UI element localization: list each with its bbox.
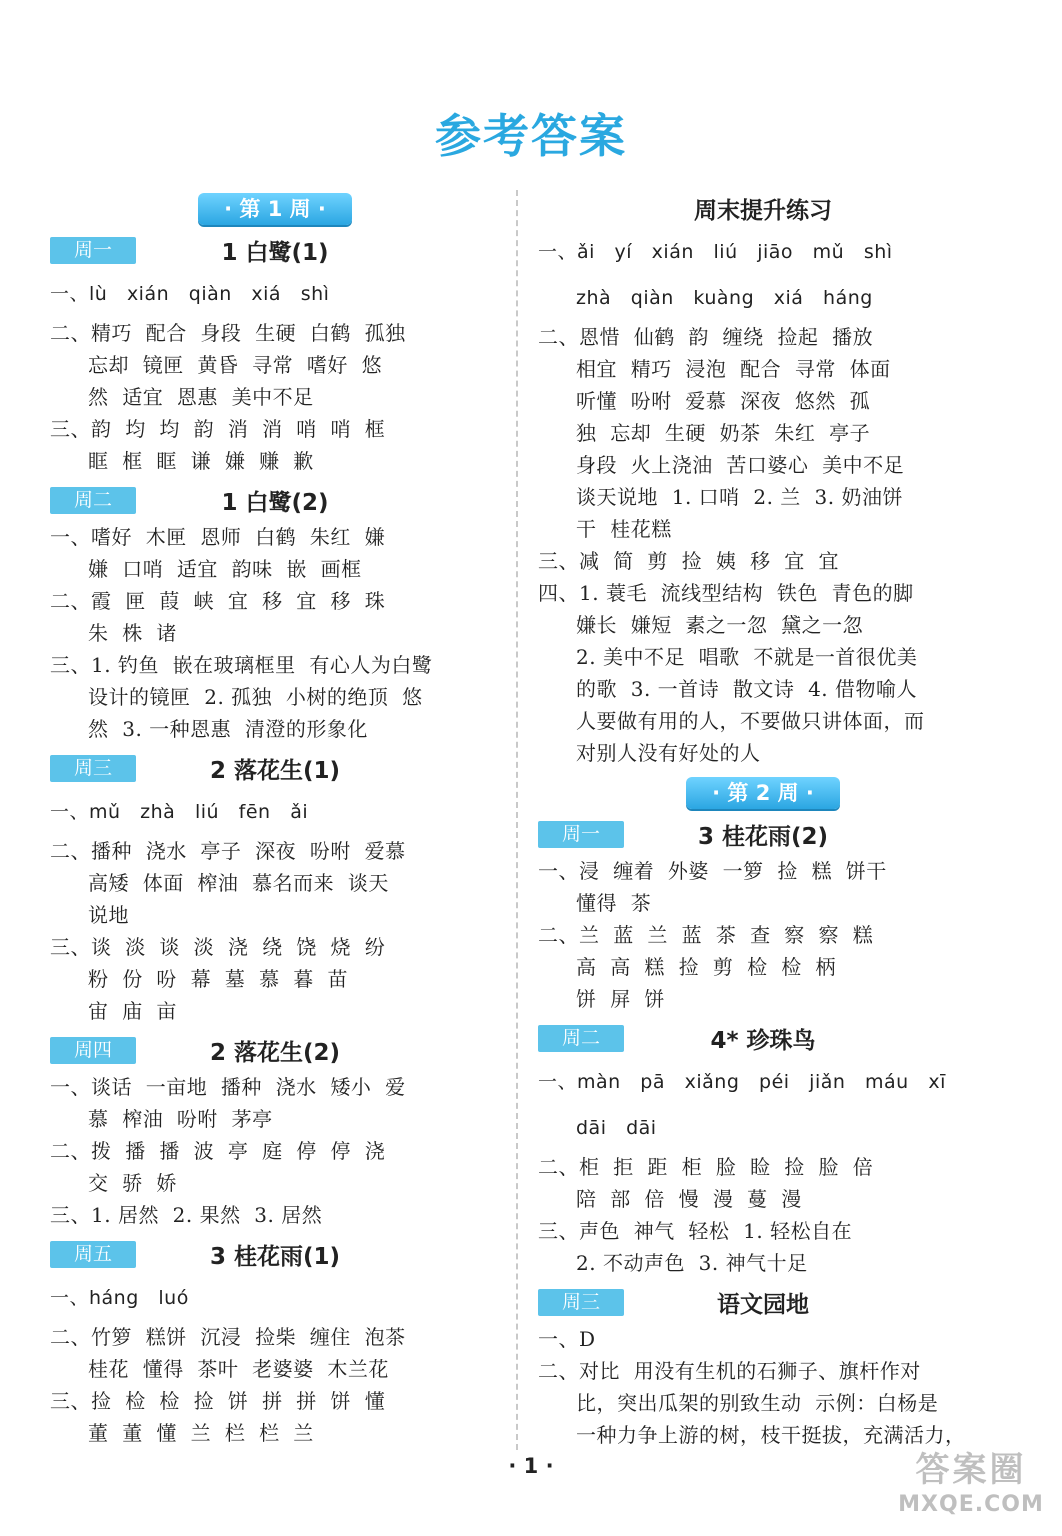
answer-line: 三、韵 均 均 韵 消 消 哨 哨 框 bbox=[50, 417, 386, 441]
answer-line: 眶 框 眶 谦 嫌 赚 歉 bbox=[88, 449, 314, 473]
answer-line: 二、恩惜 仙鹤 韵 缠绕 捡起 播放 bbox=[538, 325, 874, 349]
section-title: 3 桂花雨(1) bbox=[209, 1244, 341, 1270]
answer-line: 听懂 吩咐 爱慕 深夜 悠然 孤 bbox=[576, 389, 871, 413]
answer-line: 干 桂花糕 bbox=[576, 517, 672, 541]
pinyin-answer-line: 一、ǎi yí xián liú jiāo mǔ shì bbox=[538, 241, 893, 263]
answer-line: 相宜 精巧 浸泡 配合 寻常 体面 bbox=[576, 357, 891, 381]
day-tag: 周三 bbox=[538, 1289, 624, 1316]
answer-line: 陪 部 倍 慢 漫 蔓 漫 bbox=[576, 1187, 802, 1211]
page-title: 参考答案 bbox=[435, 109, 627, 163]
left-column bbox=[50, 185, 500, 1449]
answer-line: 慕 榨油 吩咐 茅亭 bbox=[88, 1107, 273, 1131]
day-section bbox=[50, 481, 500, 745]
right-column bbox=[538, 185, 988, 1451]
answer-line: 忘却 镜匣 黄昏 寻常 嗜好 悠 bbox=[88, 353, 383, 377]
answer-line: 对别人没有好处的人 bbox=[576, 741, 761, 765]
day-tag: 周一 bbox=[50, 237, 136, 264]
answer-line: 二、竹箩 糕饼 沉浸 捡柴 缠住 泡茶 bbox=[50, 1325, 406, 1349]
answer-line: 懂得 茶 bbox=[576, 891, 652, 915]
answer-line: 董 董 懂 兰 栏 栏 兰 bbox=[88, 1421, 314, 1445]
section-title: 3 桂花雨(2) bbox=[697, 824, 829, 850]
section-head bbox=[50, 481, 500, 521]
section-head bbox=[50, 1031, 500, 1071]
pinyin-answer-line: dāi dāi bbox=[576, 1117, 657, 1139]
pinyin-answer-line: 一、màn pā xiǎng péi jiǎn máu xī bbox=[538, 1071, 946, 1093]
answer-line: 饼 屏 饼 bbox=[576, 987, 665, 1011]
watermark-logo bbox=[896, 1448, 1046, 1528]
section-head bbox=[538, 1019, 988, 1059]
watermark-domain: MXQE.COM bbox=[898, 1492, 1044, 1517]
answer-line: 2. 不动声色 3. 神气十足 bbox=[576, 1251, 808, 1275]
answer-line: 朱 株 诸 bbox=[88, 621, 177, 645]
day-section bbox=[538, 1019, 988, 1279]
answer-line: 三、1. 钓鱼 嵌在玻璃框里 有心人为白鹭 bbox=[50, 653, 433, 677]
section-title: 2 落花生(2) bbox=[209, 1040, 341, 1066]
answer-line: 身段 火上浇油 苦口婆心 美中不足 bbox=[576, 453, 905, 477]
answer-line: 一、嗜好 木匣 恩师 白鹤 朱红 嫌 bbox=[50, 525, 386, 549]
section-head bbox=[538, 815, 988, 855]
answer-line: 谈天说地 1. 口哨 2. 兰 3. 奶油饼 bbox=[576, 485, 903, 509]
answer-line: 然 3. 一种恩惠 清澄的形象化 bbox=[88, 717, 368, 741]
answer-line: 2. 美中不足 唱歌 不就是一首很优美 bbox=[576, 645, 918, 669]
weekend-section-head bbox=[538, 189, 988, 229]
answer-line: 设计的镜匣 2. 孤独 小树的绝顶 悠 bbox=[88, 685, 423, 709]
day-section bbox=[50, 749, 500, 1027]
answer-line: 三、捡 检 检 捡 饼 拼 拼 饼 懂 bbox=[50, 1389, 386, 1413]
section-body bbox=[50, 1275, 500, 1449]
day-tag: 周三 bbox=[50, 755, 136, 782]
pinyin-answer-line: zhà qiàn kuàng xiá háng bbox=[576, 287, 873, 309]
answer-line: 二、播种 浇水 亭子 深夜 吩咐 爱慕 bbox=[50, 839, 406, 863]
week-badge: · 第 2 周 · bbox=[686, 777, 840, 809]
day-tag: 周二 bbox=[50, 487, 136, 514]
section-title: 2 落花生(1) bbox=[209, 758, 341, 784]
section-head bbox=[50, 231, 500, 271]
answer-line: 宙 庙 亩 bbox=[88, 999, 177, 1023]
section-body bbox=[50, 271, 500, 477]
section-head bbox=[538, 1283, 988, 1323]
section-title: 语文园地 bbox=[717, 1292, 809, 1318]
section-title: 周末提升练习 bbox=[694, 198, 832, 224]
answer-line: 独 忘却 生硬 奶茶 朱红 亭子 bbox=[576, 421, 871, 445]
section-body bbox=[538, 855, 988, 1015]
day-tag: 周五 bbox=[50, 1241, 136, 1268]
page-number: · 1 · bbox=[508, 1454, 554, 1478]
answer-line: 高矮 体面 榨油 慕名而来 谈天 bbox=[88, 871, 389, 895]
answer-line: 一、谈话 一亩地 播种 浇水 矮小 爱 bbox=[50, 1075, 406, 1099]
day-section bbox=[538, 1283, 988, 1451]
answer-line: 嫌长 嫌短 素之一忽 黛之一忽 bbox=[576, 613, 864, 637]
pinyin-answer-line: 一、mǔ zhà liú fēn ǎi bbox=[50, 801, 309, 823]
answer-line: 一、D bbox=[538, 1327, 596, 1351]
section-head bbox=[50, 749, 500, 789]
section-body bbox=[50, 1071, 500, 1231]
answer-line: 一种力争上游的树，枝干挺拔，充满活力， bbox=[576, 1423, 966, 1447]
answer-line: 的歌 3. 一首诗 散文诗 4. 借物喻人 bbox=[576, 677, 918, 701]
answer-line: 二、霞 匣 葭 峡 宜 移 宜 移 珠 bbox=[50, 589, 386, 613]
section-body bbox=[538, 1059, 988, 1279]
week-badge: · 第 1 周 · bbox=[198, 193, 352, 225]
answer-line: 二、精巧 配合 身段 生硬 白鹤 孤独 bbox=[50, 321, 406, 345]
left-sections bbox=[50, 231, 500, 1449]
answer-line: 人要做有用的人，不要做只讲体面，而 bbox=[576, 709, 925, 733]
day-section bbox=[50, 1235, 500, 1449]
answer-line: 一、浸 缠着 外婆 一箩 捡 糕 饼干 bbox=[538, 859, 887, 883]
answer-line: 桂花 懂得 茶叶 老婆婆 木兰花 bbox=[88, 1357, 389, 1381]
day-section bbox=[538, 815, 988, 1015]
answer-line: 说地 bbox=[88, 903, 129, 927]
day-tag: 周二 bbox=[538, 1025, 624, 1052]
answer-line: 二、拨 播 播 波 亭 庭 停 停 浇 bbox=[50, 1139, 386, 1163]
answer-line: 三、谈 淡 谈 淡 浇 绕 饶 烧 纷 bbox=[50, 935, 386, 959]
answer-line: 二、兰 蓝 兰 蓝 茶 查 察 察 糕 bbox=[538, 923, 874, 947]
answer-line: 三、声色 神气 轻松 1. 轻松自在 bbox=[538, 1219, 853, 1243]
section-title: 1 白鹭(1) bbox=[221, 240, 329, 266]
section-body bbox=[50, 521, 500, 745]
section-head bbox=[50, 1235, 500, 1275]
day-tag: 周一 bbox=[538, 821, 624, 848]
section-body bbox=[538, 1323, 988, 1451]
answer-line: 高 高 糕 捡 剪 检 检 柄 bbox=[576, 955, 837, 979]
answer-line: 然 适宜 恩惠 美中不足 bbox=[88, 385, 314, 409]
watermark-text: 答案圈 bbox=[915, 1450, 1027, 1490]
answer-line: 三、减 简 剪 捡 姨 移 宜 宜 bbox=[538, 549, 840, 573]
answer-line: 二、柜 拒 距 柜 脸 睑 捡 脸 倍 bbox=[538, 1155, 874, 1179]
section-title: 1 白鹭(2) bbox=[221, 490, 329, 516]
pinyin-answer-line: 一、lù xián qiàn xiá shì bbox=[50, 283, 330, 305]
pinyin-answer-line: 一、háng luó bbox=[50, 1287, 189, 1309]
answer-line: 比，突出瓜架的别致生动 示例：白杨是 bbox=[576, 1391, 939, 1415]
answer-line: 嫌 口哨 适宜 韵味 嵌 画框 bbox=[88, 557, 362, 581]
answer-line: 三、1. 居然 2. 果然 3. 居然 bbox=[50, 1203, 323, 1227]
answer-line: 交 骄 娇 bbox=[88, 1171, 177, 1195]
weekend-lines bbox=[538, 229, 988, 769]
day-section bbox=[50, 231, 500, 477]
answer-line: 二、对比 用没有生机的石狮子、旗杆作对 bbox=[538, 1359, 921, 1383]
day-section bbox=[50, 1031, 500, 1231]
right-sections bbox=[538, 815, 988, 1451]
answer-line: 四、1. 蓑毛 流线型结构 铁色 青色的脚 bbox=[538, 581, 914, 605]
day-tag: 周四 bbox=[50, 1037, 136, 1064]
answer-line: 粉 份 吩 幕 墓 慕 暮 苗 bbox=[88, 967, 349, 991]
section-title: 4* 珍珠鸟 bbox=[710, 1028, 816, 1054]
section-body bbox=[50, 789, 500, 1027]
column-divider bbox=[516, 190, 518, 1450]
